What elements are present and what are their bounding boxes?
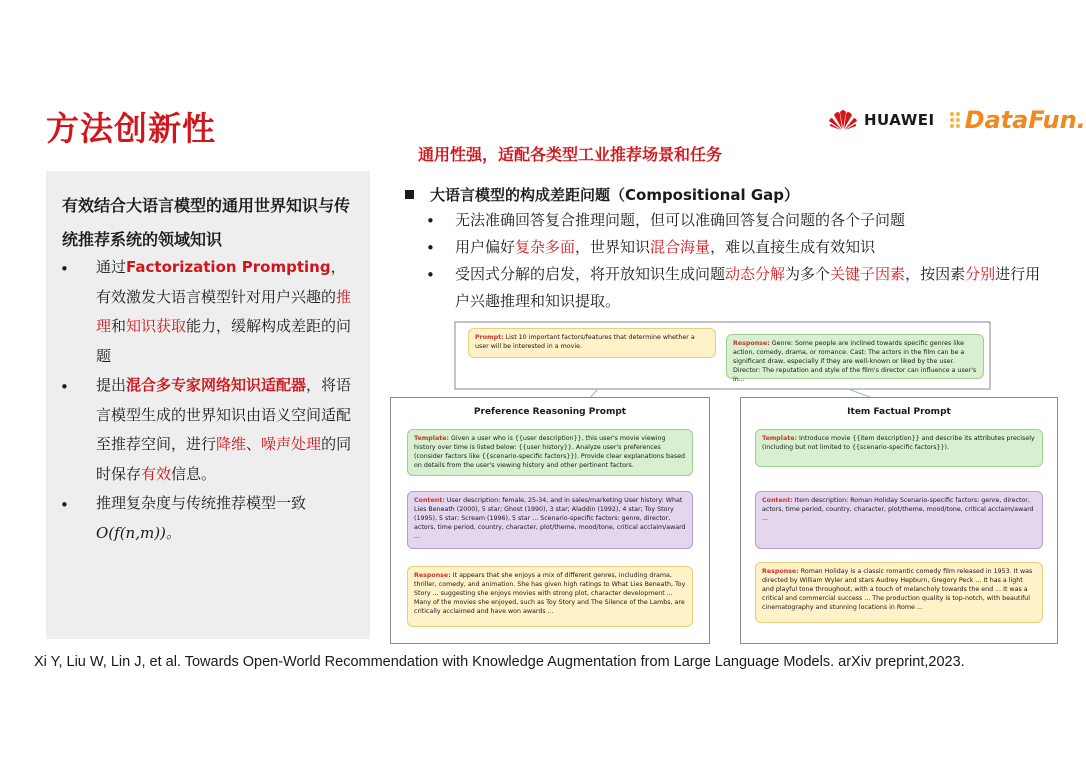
text-run: 提出: [96, 376, 127, 394]
text-run: 混合多专家网络知识适配器: [126, 376, 307, 394]
bullet-marker: •: [60, 496, 69, 514]
panel-title: Preference Reasoning Prompt: [473, 407, 627, 417]
card-label: Content:: [762, 497, 793, 504]
bullet-text: [96, 489, 358, 548]
text-run: 复杂多面: [515, 238, 576, 256]
card-label: Content:: [414, 497, 445, 504]
response-card: [755, 562, 1043, 623]
card-text: Item description: Roman Holiday Scenario-specific factors: genre, director, actors, time period, country, character, plot/theme, mood/tone, critical acclaim/award ...: [762, 497, 1034, 522]
text-run: 无法准确回答复合推理问题，但可以准确回答复合问题的各个子问题: [455, 211, 906, 229]
card-text: It appears that she enjoys a mix of different genres, including drama, thriller, comedy, and animation. She has given high ratings to What Lies Beneath, Toy Story ... suggesting she enjoys movies with strong plot, character development ... Many of the movies she enjoyed, such as Toy Story and The Silence of the Lambs, are critically acclaimed and have won awards ...: [414, 572, 686, 615]
bullet-marker: •: [426, 239, 435, 257]
gap-bullet-text: [455, 261, 1045, 315]
card-label: Response:: [733, 340, 770, 347]
text-run: ，有效激发大语言模型针对用户兴趣的: [96, 258, 346, 306]
card-label: Response:: [414, 572, 451, 579]
text-run: 为多个: [785, 265, 831, 283]
huawei-wordmark: HUAWEI: [864, 111, 935, 129]
prompt-figure: [388, 322, 1060, 644]
card-label: Prompt:: [475, 334, 504, 341]
bullet-text: [96, 371, 358, 489]
bullet-marker: •: [60, 378, 69, 396]
bullet-marker: •: [426, 212, 435, 230]
content-card: [755, 491, 1043, 549]
bullet-marker: •: [426, 266, 435, 284]
huawei-logo: [828, 109, 935, 131]
text-run: ，世界知识: [575, 238, 651, 256]
top-response-card: [726, 334, 984, 383]
text-run: 推理: [96, 287, 352, 335]
text-run: 能力，缓解构成差距的问题: [96, 317, 352, 365]
card-text: Roman Holiday is a classic romantic comedy film released in 1953. It was directed by William Wyler and stars Audrey Hepburn, Gregory Peck ... It has a light and playful tone throughout, with a touch of melancholy towards the end ... It was a critical and commercial success ... The production quality is top-notch, with beautiful cinematography and stunning locations in Rome ...: [762, 568, 1033, 611]
response-card: [407, 566, 693, 627]
left-summary-panel: [46, 171, 370, 639]
card-text: Genre: Some people are inclined towards specific genres like action, comedy, drama, or romance. Cast: The actors in the film can be a significant draw, especially if they are well-known or liked by the user. Director: The reputation and style of the film's director can influence a user's in...: [733, 340, 977, 383]
bullet-marker: •: [60, 260, 69, 278]
text-run: 混合海量: [650, 238, 711, 256]
text-run: 受因式分解的启发，将开放知识生成问题: [455, 265, 726, 283]
text-run: ，将语言模型生成的世界知识由语义空间适配至推荐空间，进行: [96, 376, 352, 453]
card-text: Introduce movie {{item description}} and describe its attributes precisely (including but not limited to {{scenario-specific factors}}).: [762, 435, 1035, 451]
gap-bullet-text: [455, 234, 1045, 261]
complexity-formula: O(f(n,m))。: [96, 523, 181, 542]
template-card: [755, 429, 1043, 467]
card-label: Template:: [762, 435, 798, 442]
text-run: 、: [246, 435, 262, 453]
text-run: 有效: [141, 464, 172, 483]
text-run: ，按因素: [905, 265, 966, 283]
text-run: Factorization Prompting: [126, 258, 331, 276]
panel-heading: 有效结合大语言模型的通用世界知识与传统推荐系统的领域知识: [62, 196, 351, 249]
datafun-dots-icon: [949, 110, 963, 130]
text-run: 噪声处理: [261, 435, 322, 453]
bullet-text-part: 推理复杂度与传统推荐模型一致: [96, 494, 307, 512]
text-run: 通过: [96, 258, 127, 276]
subtitle: 通用性强，适配各类型工业推荐场景和任务: [418, 145, 723, 164]
card-text: User description: female, 25-34, and in sales/marketing User history: What Lies Beneath (2000), 5 star; Ghost (1990), 3 star; Aladdin (1992), 4 star; Toy Story (1995), 5 star; Scream (1996), 5 star ... Scenario-specific factors: genre, director, actors, time period, country, character, plot/theme, mood/tone, critical acclaim/award ...: [414, 497, 686, 540]
page-title: 方法创新性: [46, 109, 216, 148]
logo-group: [828, 100, 1086, 140]
text-run: 信息。: [171, 464, 217, 483]
panel-title: Item Factual Prompt: [847, 407, 951, 417]
text-run: 降维: [216, 435, 247, 453]
top-prompt-card: [468, 328, 716, 358]
datafun-logo: [949, 106, 1086, 134]
text-run: 分别: [965, 265, 996, 283]
datafun-wordmark: DataFun.: [964, 106, 1086, 134]
card-label: Template:: [414, 435, 450, 442]
item-factual-panel: [740, 397, 1058, 644]
citation: Xi Y, Liu W, Lin J, et al. Towards Open-World Recommendation with Knowledge Augmentation from Large Language Models. arXiv preprint,2023.: [34, 654, 965, 670]
gap-section-title: [405, 184, 799, 205]
text-run: 动态分解: [725, 265, 786, 283]
template-card: [407, 429, 693, 476]
card-label: Response:: [762, 568, 799, 575]
text-run: 和: [111, 317, 127, 335]
gap-title-text: 大语言模型的构成差距问题（Compositional Gap）: [430, 186, 800, 204]
card-text: List 10 important factors/features that determine whether a user will be interested in a movie.: [475, 334, 695, 350]
content-card: [407, 491, 693, 549]
text-run: 的同时保存: [96, 435, 352, 483]
text-run: 知识获取: [126, 317, 187, 335]
text-run: ，难以直接生成有效知识: [710, 238, 876, 256]
gap-bullet-text: [455, 207, 1045, 234]
preference-reasoning-panel: [390, 397, 710, 644]
text-run: 进行用户兴趣推理和知识提取。: [455, 265, 1041, 310]
square-bullet-icon: [405, 190, 414, 199]
huawei-flower-icon: [828, 109, 858, 131]
text-run: 用户偏好: [455, 238, 516, 256]
card-text: Given a user who is {{user description}}, this user's movie viewing history over time is listed below: {{user history}}. Analyze user's preferences (consider factors like {{scenario-specific factors}}). Provide clear explanations based on details from the user's viewing history and other pertinent factors.: [414, 435, 686, 469]
text-run: 关键子因素: [830, 265, 906, 283]
bullet-text: [96, 253, 358, 371]
